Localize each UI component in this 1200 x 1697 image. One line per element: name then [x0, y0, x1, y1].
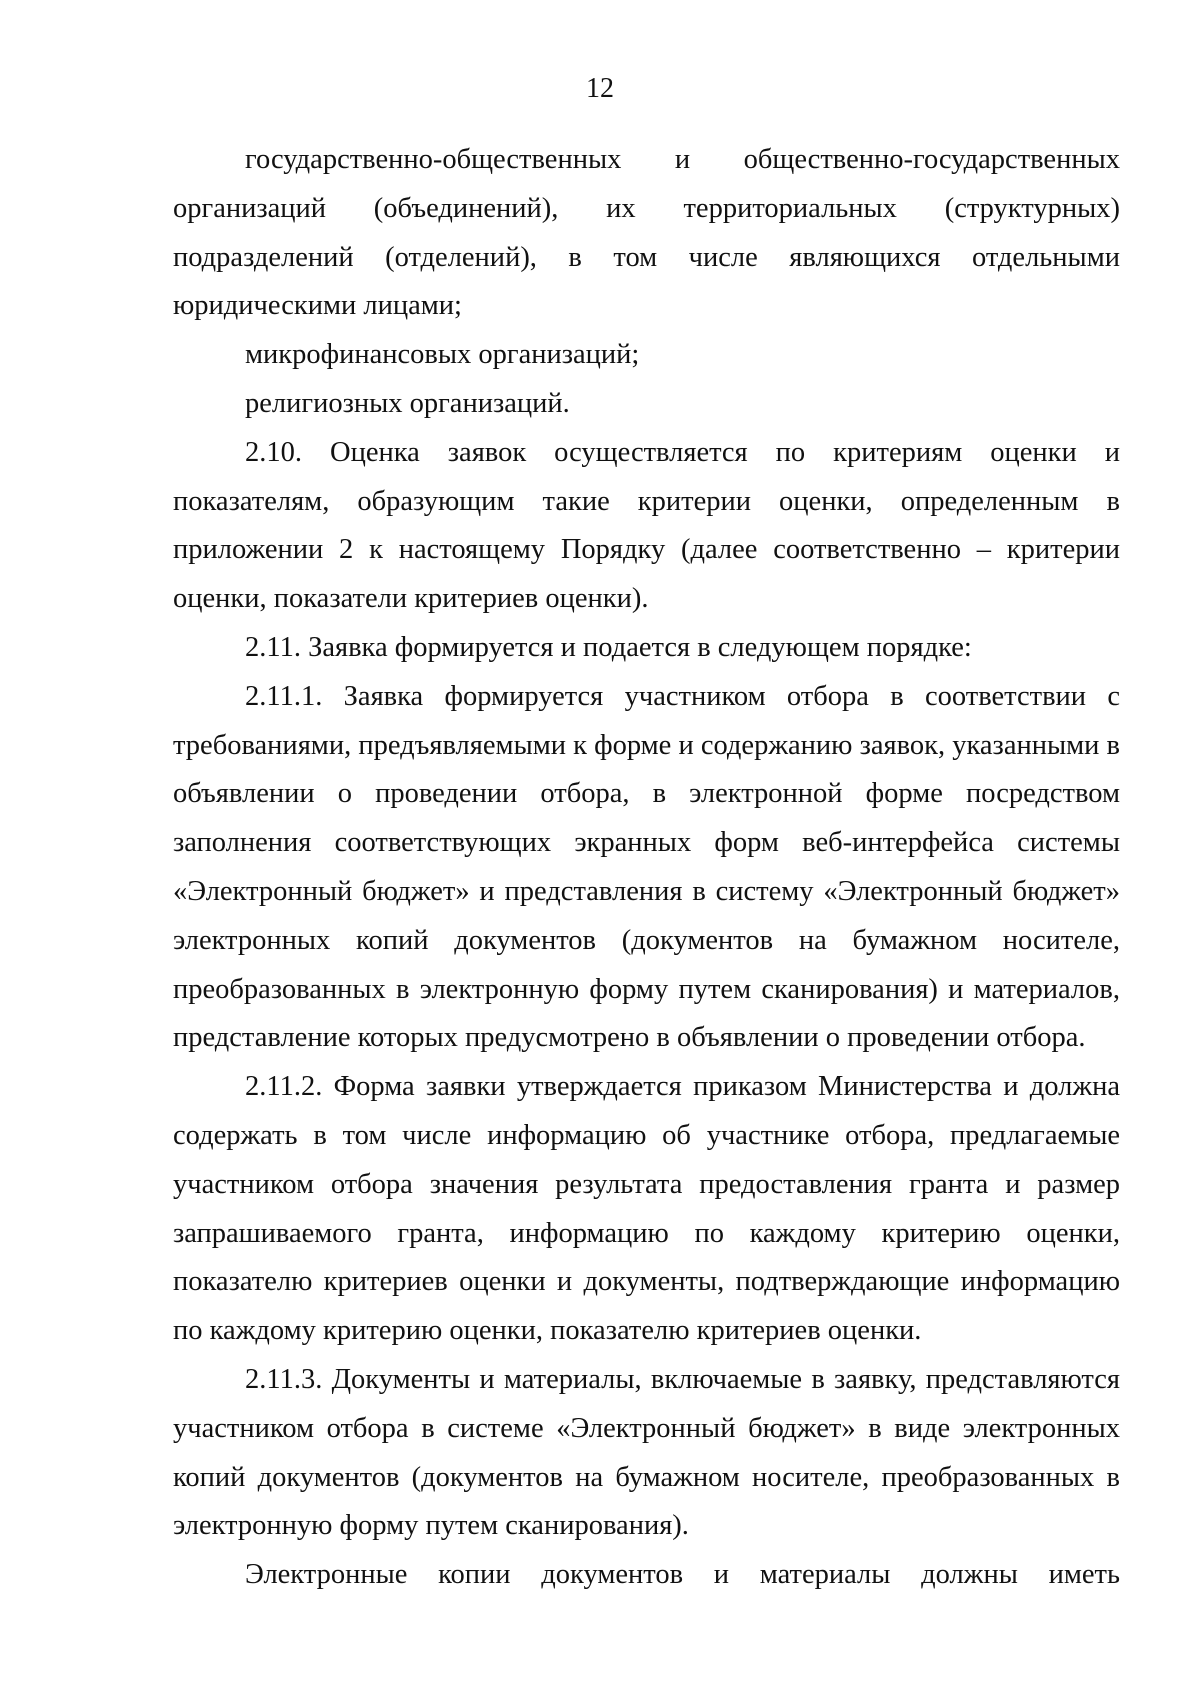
paragraph-clause-2-11: 2.11. Заявка формируется и подается в следующем порядке: — [245, 631, 972, 663]
paragraph-list-item-religious: религиозных организаций. — [245, 387, 570, 419]
paragraph-list-item-microfinance: микрофинансовых организаций; — [245, 339, 640, 371]
paragraph-list-item-organizations: государственно-общественных и общественно-государственных организаций (объединений), их территориальных (структурных) подразделений (отделений), в том числе являющихся отдельными юридическими лицами; — [173, 144, 1120, 322]
paragraph-clause-2-10: 2.10. Оценка заявок осуществляется по критериям оценки и показателям, образующим такие критерии оценки, определенным в приложении 2 к настоящему Порядку (далее соответственно – критерии оценки, показатели критериев оценки). — [173, 436, 1120, 615]
paragraph-clause-2-11-3: 2.11.3. Документы и материалы, включаемые в заявку, представляются участником отбора в системе «Электронный бюджет» в виде электронных копий документов (документов на бумажном носителе, преобразованных в электронную форму путем сканирования). — [173, 1363, 1120, 1542]
document-body — [173, 136, 1120, 1600]
page-number: 12 — [586, 73, 614, 104]
paragraph-electronic-copies: Электронные копии документов и материалы должны иметь — [245, 1559, 1120, 1591]
paragraph-clause-2-11-1: 2.11.1. Заявка формируется участником отбора в соответствии с требованиями, предъявляемыми к форме и содержанию заявок, указанными в объявлении о проведении отбора, в электронной форме посредством заполнения соответствующих экранных форм веб-интерфейса системы «Электронный бюджет» и представления в систему «Электронный бюджет» электронных копий документов (документов на бумажном носителе, преобразованных в электронную форму путем сканирования) и материалов, представление которых предусмотрено в объявлении о проведении отбора. — [173, 680, 1120, 1054]
paragraph-clause-2-11-2: 2.11.2. Форма заявки утверждается приказом Министерства и должна содержать в том числе информацию об участнике отбора, предлагаемые участником отбора значения результата предоставления гранта и размер запрашиваемого гранта, информацию по каждому критерию оценки, показателю критериев оценки и документы, подтверждающие информацию по каждому критерию оценки, показателю критериев оценки. — [173, 1071, 1120, 1347]
